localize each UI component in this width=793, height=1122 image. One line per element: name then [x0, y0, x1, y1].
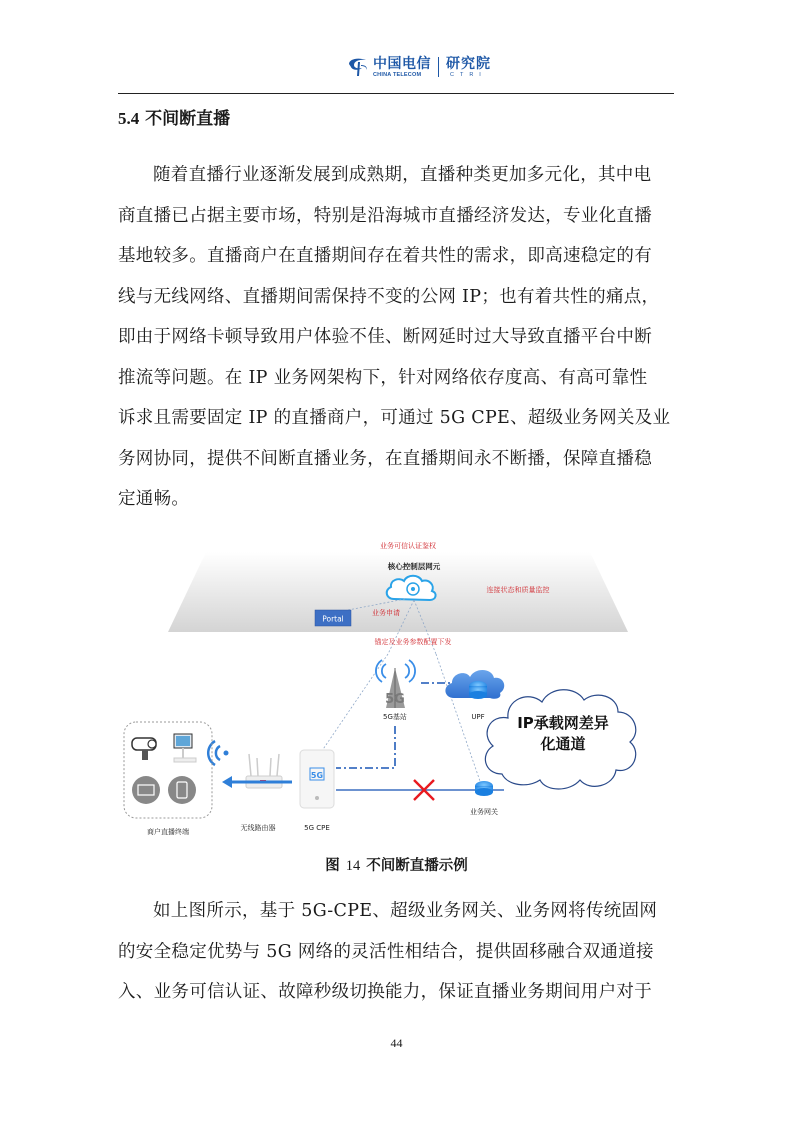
caption-number: 14 — [345, 858, 361, 874]
cpe-5g-badge: 5G — [310, 771, 324, 780]
core-label: 核心控制层网元 — [387, 562, 441, 571]
caption-prefix: 图 — [325, 858, 340, 874]
paragraph-line: 诉求且需要固定 IP 的直播商户，可通过 5G CPE、超级业务网关及业 — [118, 408, 671, 428]
upf-cloud-icon — [445, 670, 504, 699]
header-rule — [118, 93, 674, 94]
camera-icon — [132, 738, 156, 760]
cpe-label: 5G CPE — [304, 824, 330, 832]
section-number: 5.4 — [118, 109, 140, 128]
tablet-icon — [168, 776, 196, 804]
diagram-canvas — [118, 536, 678, 846]
logo-chinese-name: 中国电信 — [373, 56, 431, 72]
paragraph-line: 的安全稳定优势与 5G 网络的灵活性相结合，提供固移融合双通道接 — [118, 941, 654, 962]
merchant-terminal-group — [124, 722, 212, 818]
ip-network-label-2: 化通道 — [540, 735, 586, 753]
router-label: 无线路由器 — [240, 824, 276, 832]
paragraph-line: 线与无线网络、直播期间需保持不变的公网 IP；也有着共性的痛点， — [118, 286, 660, 307]
wifi-signal-icon — [208, 741, 228, 765]
china-telecom-logo-icon — [346, 56, 370, 78]
tower-5g-badge: 5G — [385, 692, 405, 707]
body-paragraph-2 — [118, 891, 674, 1013]
paragraph-line: 商直播已占据主要市场，特别是沿海城市直播经济发达，专业化直播 — [118, 205, 652, 226]
section-heading — [118, 104, 230, 129]
gateway-label: 业务网关 — [470, 808, 498, 816]
5g-cpe-device-icon — [300, 750, 334, 808]
ctri-logo — [346, 56, 491, 78]
body-paragraph-1 — [118, 155, 674, 520]
laptop-icon — [132, 776, 160, 804]
page-header — [118, 52, 674, 94]
paragraph-line: 推流等问题。在 IP 业务网架构下，针对网络依存度高、有高可靠性 — [118, 367, 648, 388]
paragraph-line: 即由于网络卡顿导致用户体验不佳、断网延时过大导致直播平台中断 — [118, 327, 652, 347]
section-title: 不间断直播 — [145, 109, 231, 129]
logo-english-name: CHINA TELECOM — [373, 72, 422, 78]
pos-terminal-icon — [174, 734, 196, 762]
figure-caption — [0, 854, 793, 875]
service-gateway-icon — [475, 781, 493, 796]
apply-label: 业务申请 — [372, 609, 400, 617]
paragraph-line: 基地较多。直播商户在直播期间存在着共性的需求，即高速稳定的有 — [118, 246, 652, 266]
paragraph-line: 如上图所示，基于 5G-CPE、超级业务网关、业务网将传统固网 — [153, 901, 658, 921]
paragraph-line: 入、业务可信认证、故障秒级切换能力，保证直播业务期间用户对于 — [118, 982, 652, 1002]
paragraph-line: 定通畅。 — [118, 489, 190, 509]
page-number: 44 — [390, 1036, 403, 1050]
paragraph-line: 随着直播行业逐渐发展到成熟期，直播种类更加多元化，其中电 — [153, 165, 652, 185]
upf-label: UPF — [471, 713, 485, 721]
paragraph-line: 务网协同，提供不间断直播业务，在直播期间永不断播，保障直播稳 — [118, 448, 652, 469]
terminal-label: 商户直播终端 — [147, 828, 189, 836]
caption-title: 不间断直播示例 — [366, 858, 468, 874]
ip-network-label-1: IP承载网差异 — [517, 714, 609, 732]
bs-cpe-link — [336, 726, 395, 768]
institute-name: 研究院 — [446, 56, 491, 72]
base-station-label: 5G基站 — [383, 713, 407, 721]
institute-abbr: CTRI — [450, 72, 487, 78]
portal-label: Portal — [322, 614, 344, 624]
monitor-label: 连接状态和质量监控 — [486, 586, 550, 594]
network-diagram — [118, 536, 678, 846]
5g-base-station-icon — [376, 660, 415, 708]
config-label: 锚定及业务参数配置下发 — [374, 638, 452, 646]
auth-label: 业务可信认证鉴权 — [380, 542, 436, 550]
logo-divider — [438, 57, 439, 77]
